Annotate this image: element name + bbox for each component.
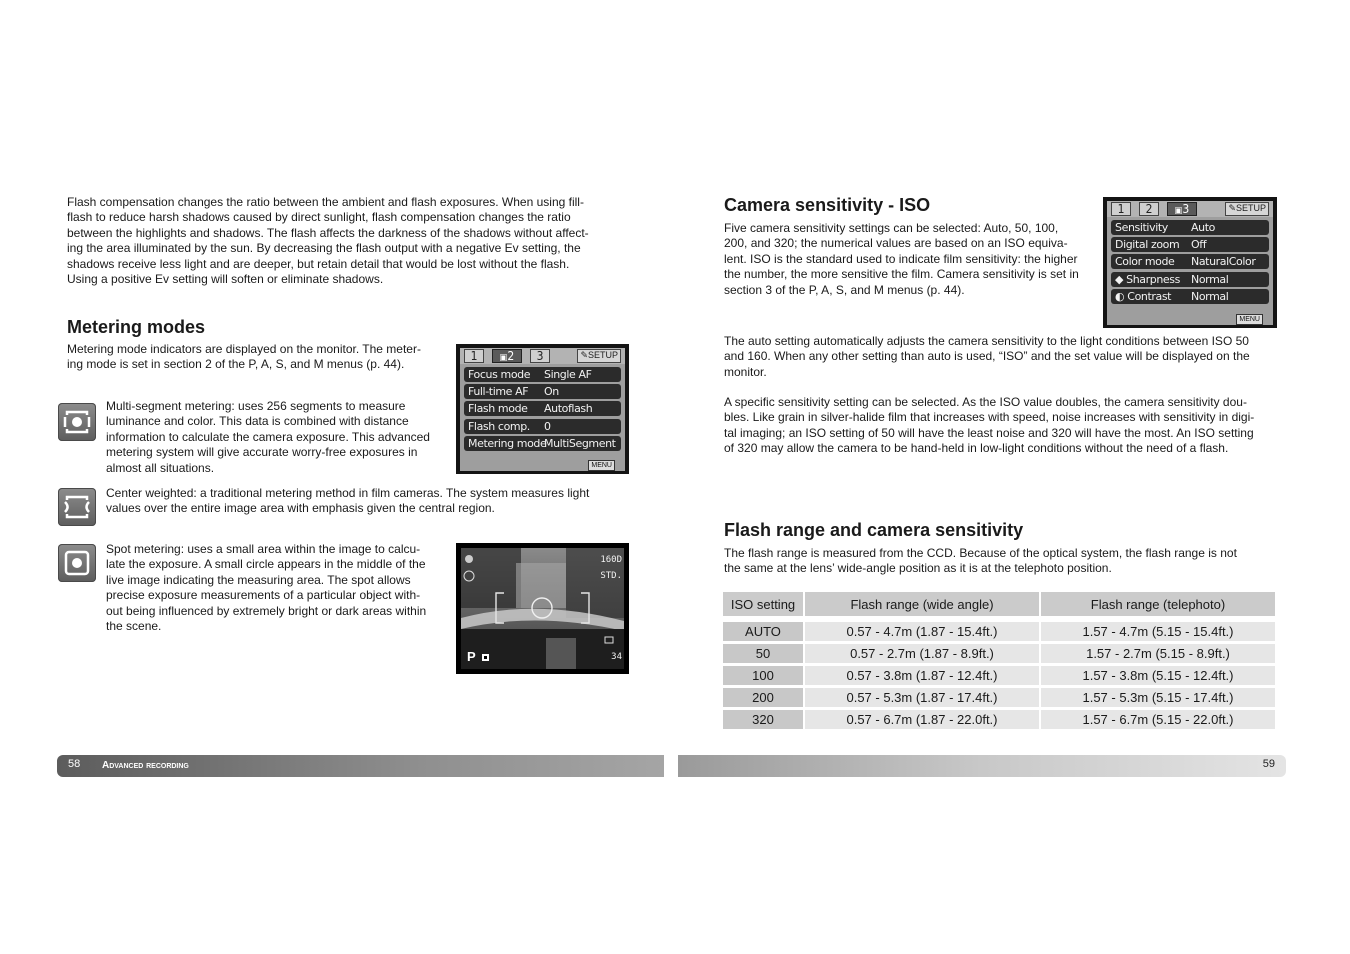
tab-2: 2 [1139,202,1159,216]
menu-row: Full-time AF On [464,384,621,399]
sensitivity-menu-screen [1103,197,1277,328]
section-title: Advanced recording [102,760,189,771]
menu-row: Flash comp. 0 [464,419,621,434]
camera-sensitivity-heading: Camera sensitivity - ISO [724,195,931,215]
table-row: 100 0.57 - 3.8m (1.87 - 12.4ft.) 1.57 - 3.8m (5.15 - 12.4ft.) [723,666,1275,685]
wrench-icon: ✎ [1228,203,1236,213]
iso-readout: 160D [600,555,622,565]
sharpness-icon: ◆ [1115,273,1127,286]
menu-button-label: MENU [1236,314,1263,325]
tab-3: 3 [530,349,550,363]
header-iso-setting: ISO setting [723,592,803,616]
setup-tab: ✎SETUP [1225,202,1269,216]
center-weighted-metering-icon [58,488,96,526]
table-row: 50 0.57 - 2.7m (1.87 - 8.9ft.) 1.57 - 2.7m (5.15 - 8.9ft.) [723,644,1275,663]
tab-1: 1 [464,349,484,363]
flash-range-heading: Flash range and camera sensitivity [724,520,1024,540]
tab-2: ▣2 [492,349,522,363]
metering-intro: Metering mode indicators are displayed on the monitor. The meter- ing mode is set in section 2 of the P, A, S, and M menus (p. 44). [67,342,421,372]
tab-1: 1 [1111,202,1131,216]
table-row: 320 0.57 - 6.7m (1.87 - 22.0ft.) 1.57 - 6.7m (5.15 - 22.0ft.) [723,710,1275,729]
menu-row: Color mode NaturalColor [1111,254,1269,269]
menu-row: ◐ Contrast Normal [1111,289,1269,304]
header-wide-angle: Flash range (wide angle) [805,592,1039,616]
menu-row: Metering mode MultiSegment [464,436,621,451]
menu-row: Sensitivity Auto [1111,220,1269,235]
menu-row: ◆ Sharpness Normal [1111,272,1269,287]
page-number-right: 59 [1262,758,1275,770]
menu-row: Focus mode Single AF [464,367,621,382]
table-header-row [723,592,1275,616]
tab-3: ▣3 [1167,202,1197,216]
spot-metering-icon [58,544,96,582]
flash-range-intro: The flash range is measured from the CCD. Because of the optical system, the flash range is not the same at the lens’ wide-angle position as it is at the telephoto position. [724,546,1237,576]
exposure-mode-readout: P [467,649,476,664]
frame-counter: 34 [611,652,622,662]
left-footer-bar [57,755,664,777]
specific-sensitivity-paragraph: A specific sensitivity setting can be selected. As the ISO value doubles, the camera sensitivity dou- bles. Like grain in silver-halide film that increases with speed, noise increases with sensitivity in digi- tal imaging; an ISO setting of 50 will have the least noise and 320 will have the most. An ISO setting of 320 may allow the camera to be hand-held in low-light conditions without the need of a flash. [724,395,1255,456]
multi-segment-metering-icon [58,403,96,441]
auto-setting-paragraph: The auto setting automatically adjusts the camera sensitivity to the light conditions between ISO 50 and 160. When any other setting than auto is used, “ISO” and the set value will be displayed on the monitor. [724,334,1250,379]
menu-rows [1107,217,1273,314]
menu-tab-bar [1107,201,1273,217]
menu-button-label: MENU [588,460,615,471]
camera-icon: ▣ [1174,206,1183,216]
menu-footer [460,459,625,471]
flash-range-table [721,589,1277,732]
metering-menu-screen [456,344,629,474]
menu-rows [460,364,625,460]
spot-description: Spot metering: uses a small area within the image to calcu- late the exposure. A small circle appears in the middle of the live image indicating the measuring area. The spot allows precise exposure measurements of a particular object with- out being influenced by extremely bright or dark areas within the scene. [106,542,427,634]
menu-row: Flash mode Autoflash [464,401,621,416]
center-weighted-description: Center weighted: a traditional metering method in film cameras. The system measures light values over the entire image area with emphasis given the central region. [106,486,590,516]
header-telephoto: Flash range (telephoto) [1041,592,1275,616]
menu-footer [1107,313,1273,325]
table-row: AUTO 0.57 - 4.7m (1.87 - 15.4ft.) 1.57 - 4.7m (5.15 - 15.4ft.) [723,622,1275,641]
metering-modes-heading: Metering modes [67,317,206,337]
wrench-icon: ✎ [580,350,588,360]
contrast-icon: ◐ [1115,290,1128,303]
image-quality-readout: STD. [600,571,622,581]
menu-row: Digital zoom Off [1111,237,1269,252]
table-row: 200 0.57 - 5.3m (1.87 - 17.4ft.) 1.57 - 5.3m (5.15 - 17.4ft.) [723,688,1275,707]
right-footer-bar [678,755,1286,777]
camera-icon: ▣ [499,353,508,363]
setup-tab: ✎SETUP [577,349,621,363]
page-number-left: 58 [68,758,81,770]
iso-intro: Five camera sensitivity settings can be selected: Auto, 50, 100, 200, and 320; the numerical values are based on an ISO equiva- lent. ISO is the standard used to indicate film sensitivity: the higher the number, the more sensitive the film. Camera sensitivity is set in section 3 of the P, A, S, and M menus (p. 44). [724,221,1079,297]
menu-tab-bar [460,348,625,364]
spot-metering-live-view [456,543,629,674]
multi-segment-description: Multi-segment metering: uses 256 segments to measure luminance and color. This data is combined with distance information to calculate the camera exposure. This advanced metering system will give accurate worry-free exposures in almost all situations. [106,399,430,475]
flash-comp-paragraph: Flash compensation changes the ratio between the ambient and flash exposures. When using fill- flash to reduce harsh shadows caused by direct sunlight, flash compensation changes the ratio between the highlights and shadows. The flash affects the darkness of the shadows without affect- ing the area illuminated by the sun. By decreasing the flash output with a negative Ev setting, the shadows receive less light and are deeper, but retain detail that would be lost without the flash. Using a positive Ev setting will soften or eliminate shadows. [67,195,589,287]
